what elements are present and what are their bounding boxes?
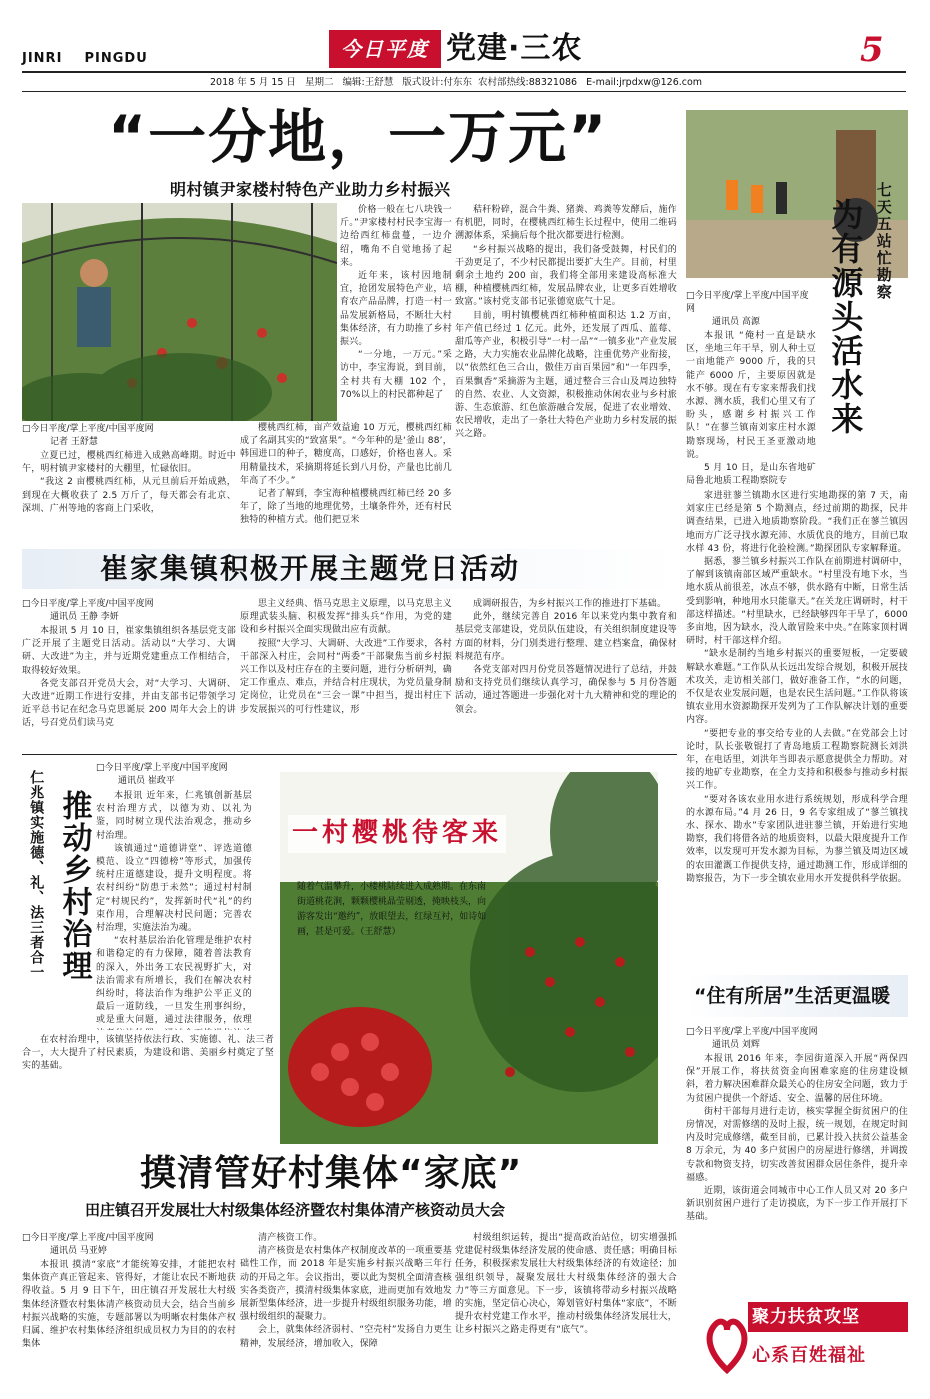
banner-line-2: 心系百姓福祉 xyxy=(752,1345,866,1366)
a1-photo xyxy=(22,203,337,421)
greenhouse-photo-illustration xyxy=(22,203,337,421)
a7-title: 摸清管好村集体“家底” xyxy=(140,1153,523,1194)
a2-body-col2: 思主义经典、悟马克思主义原理，以马克思主义原理武装头脑、积极发挥“排头兵”作用，为党的建设和乡村振兴全面实现做出应有贡献。 按照“大学习、大调研、大改进”工作要求，各村干部深入村庄，会同村“两委”干部聚焦当前乡村振兴工作以及村庄存在的主要问题，进行分析研判，确定工作重点、难点，并结合村庄现状，为党员量身制定岗位，让党员在“三会一课”中担当，提出村庄下步发展振兴的可行性建议，形 xyxy=(240,599,452,715)
a3-body: 本报讯 近年来，仁兆镇创新基层农村治理方式，以德为劝、以礼为鉴，同时树立现代法治观念，推动乡村治理。 该镇通过“道德讲堂”、评选道德模范、设立“四德榜”等形式，加强传统村庄道德建设，提升文明程度。将农村纠纷“防患于未然”；通过村村制定“村规民约”，发挥新时代“礼”的约束作用，合理解决村民问题；完善农村治理，实施法治为魂。 “农村基层治治化管理是维护农村和谐稳定的有力保障，随着普法教育的深入，外出务工农民视野扩大，对法治需求有所增长，我们在解决农村纠纷时，将法治作为维护公平正义的最后一道防线，一旦发生刑事纠纷，或是重大问题，通过法律服务，依理 xyxy=(96,791,252,1026)
a3-reporter: 通讯员 崔政平 xyxy=(118,776,175,786)
a3-vertical-title: 推动乡村治理 xyxy=(56,790,92,982)
a2-title: 崔家集镇积极开展主题党日活动 xyxy=(100,552,521,585)
heart-icon xyxy=(704,1296,750,1382)
a6-title: “住有所居”生活更温暖 xyxy=(694,985,890,1007)
masthead-info: 2018 年 5 月 15 日 星期二 编辑:王舒慧 版式设计:付东东 农村部热线:88321086 E-mail:jrpdxw@126.com xyxy=(210,77,703,88)
a2-reporter: 通讯员 王静 李妍 xyxy=(50,612,119,622)
a2-body-col1: 本报讯 5 月 10 日，崔家集镇组织各基层党支部广泛开展了主题党日活动。活动以“大学习、大调研、大改进”为主，并与近期党建重点工作相结合，取得较好效果。 各党支部召开党员大会，对“大学习、大调研、大改进”近期工作进行安排，并由支部书记带领学习近平总书记在纪念马克思诞辰 200 周年大会上的讲话，号召党员们读马克 xyxy=(22,626,236,729)
a4-title: 一村樱桃待客来 xyxy=(288,815,506,853)
a3-source: □今日平度/掌上平度/中国平度网 xyxy=(96,763,228,773)
a1-source: □今日平度/掌上平度/中国平度网 xyxy=(22,424,154,434)
masthead-rule-2 xyxy=(22,91,906,92)
a5-body: 家进驻蓼兰镇勘水区进行实地勘探的第 7 天，南刘家庄已经是第 5 个勘测点，经过前期的勘探，民井调查结果，已进入地质勘察阶段。“我们正在蓼兰镇因地而方广泛寻找水源充沛、水质优良的地方，目前已取水样 43 份，将进行化验检测。”勘探团队专家解释道。 据悉，蓼兰镇乡村振兴工作队在前期进村调研中，了解到该镇南部区域严重缺水。“村里没有地下水，当地水质从前很差，冰点不够，供水路有中断，日常生活受到影响，种地用水只能靠天。”在关龙庄调研时，村干部这样描述。“村里缺水，已经缺够四年干旱了，6000 多亩地，因为缺水，没人敢冒险来中央。”在陈家顶村调研时，村干部这样介绍。 “缺水是制约当地乡村振兴的重要短板，一定要破解缺水难题。”工作队从长远出发综合规划，积极开展技术攻关，走访相关部门，做好准备工作，“水的问题，不仅是农业发展问题，也是农民生活问题。”工作队将该镇农业用水资源勘探开发列为了工作队解决计划的重要内容。 “要把专业的事交给专业的人去做。”在党部会上讨论时，队长张敬锟打了青岛地质工程勘察院测长刘洪年，在电话里，刘洪年当即表示愿意提供全力帮助。对接的地矿专业勘察，在全力支持和积极参与推动乡村振兴工作。 “要对各该农业用水进行系统规划，形成科学合理的水源布局。”4 月 26 日，9 名专家组成了“蓼兰镇找水、探水、勘水”专家团队进驻蓼兰镇，开始进行实地勘察，我们将借各站的地质资料，以最大限度提升工作效率，以发现可开发水源为目标，为蓼兰镇及周边区域的农田灌溉工作提供支持，通过勘测工作，形成详细的勘察报告，为下一步全镇农业用水开发提供科学依据。 xyxy=(686,491,908,884)
a6-reporter: 通讯员 刘辉 xyxy=(712,1040,760,1050)
poverty-relief-banner xyxy=(704,1296,908,1382)
masthead-left: JINRI PINGDU xyxy=(22,51,148,66)
a1-body-col3: 秸秆粉碎，混合牛粪、猪粪、鸡粪等发酵后，施作有机肥，同时，在樱桃西红柿生长过程中，使用二维码溯源体系，采摘后每个批次都要进行检测。 “乡村振兴战略的提出，我们备受鼓舞，村民们的干劲更足了，不少村民都提出要扩大生产。目前，村里剩余土地约 200 亩，我们将全部用来建设高标准大棚，种植樱桃西红柿，发展品牌农业，让更多百姓增收致富。”该村党支部书记张德宽底气十足。 目前，明村镇樱桃西红柿种植面积达 1.2 万亩，年产值已经过 1 亿元。此外，还发展了西瓜、蓝莓、甜瓜等产业，积极引导“一村一品”“一镇多业”产业发展之路，大力实施农业品牌化战略，注重优势产业衔接，以“依然红色三合山，傲佳万亩百果园”和“一年四季，百果飘香”采摘游为主题，通过整合三合山及周边独特的自然、农业、人文资源，积极推动休闲农业与乡村旅游、生态旅游、红色旅游融合发展，促进了农业增效、农民增收，走出了一条壮大特色产业助力乡村发展的振兴之路。 xyxy=(455,205,677,440)
page-number: 5 xyxy=(860,30,884,70)
a2-body-col3: 成调研报告，为乡村振兴工作的推进打下基础。 此外，继续完善自 2016 年以来党内集中教育和基层党支部建设，党员队伍建设，有关组织制度建设等方面的材料，分门别类进行整理、建立档案盒，确保材料规范有序。 各党支部对四月份党员答题情况进行了总结，并鼓励和支持党员们继续认真学习，确保参与 5 月份答题活动，通过答题进一步强化对十九大精神和党的理论的领会。 xyxy=(455,599,677,715)
a5-vertical-title: 为有源头活水来 xyxy=(826,198,865,436)
a1-title: “一分地，一万元” xyxy=(108,103,609,171)
a1-subtitle: 明村镇尹家楼村特色产业助力乡村振兴 xyxy=(170,180,451,199)
a7-reporter: 通讯员 马亚婷 xyxy=(50,1246,107,1256)
a5-source: □今日平度/掌上平度/中国平度网 xyxy=(686,291,809,314)
a5-body-top: 本报讯 “俺村一直是缺水区，坐地三年干旱，别人种土豆一亩地能产 9000 斤，我的只能产 6000 斤，主要原因就是水不够。现在有专家来帮我们找水源、测水质，我们心里又有了盼头，感谢乡村振兴工作队！”在蓼兰镇南刘家庄村水源勘察现场，村民王圣亚激动地说。 5 月 10 日，是山东省地矿局鲁北地质工程勘察院专 xyxy=(686,331,816,487)
banner-line-1: 聚力扶贫攻坚 xyxy=(748,1302,908,1332)
a6-body: 本报讯 2016 年来，李园街道深入开展“两保四保”开展工作，将扶贫资金向困难家庭的住房建设倾斜，着力解决困难群众最关心的住房安全问题，致力于为贫困户提供一个舒适、安全、温馨的居住环境。 街村干部每月进行走访，核实掌握全街贫困户的住房情况，对需修缮的及时上报，统一规划，在规定时间内及时完成修缮，截至目前，已累计投入扶贫公益基金 8 万余元，为 40 多户贫困户的房屋进行修缮，并调拨专款和物资支持，切实改善贫困群众居住条件，提升幸福感。 近期，该街道会同城市中心工作人员又对 20 多户新识别贫困户进行了走访摸底，为下一步工作开展打下基础。 xyxy=(686,1054,908,1223)
a1-body-col2: 价格一般在七八块钱一斤。”尹家楼村村民李宝海一边给西红柿盘蔓，一边介绍，嘴角不自觉地扬了起来。 近年来，该村因地制宜，抢团发展特色产业，培育农产品品牌，打造一村一品发展新格局，不断壮大村集体经济，有力助推了乡村振兴。 “一分地，一万元。”采访中，李宝海说，到目前，全村共有大棚 102 个，70%以上的村民都种起了 xyxy=(340,205,452,400)
a7-body-col2: 清产核资工作。 清产核资是农村集体产权制度改革的一项重要基础性工作，而 2018 年是实施乡村振兴战略三年行动的开局之年。会议指出，要以此为契机全面清查核实各类资产，摸清村级集体家底，进而更加有效地发展新型集体经济，进一步提升村级组织服务功能，增强村级组织的凝聚力。 会上，就集体经济弱村、“空壳村”发扬自力更生精神，发展经济，增加收入，保障 xyxy=(240,1233,452,1349)
a2-source: □今日平度/掌上平度/中国平度网 xyxy=(22,599,154,609)
a1-reporter: 记者 王舒慧 xyxy=(50,437,98,447)
a7-subtitle: 田庄镇召开发展壮大村级集体经济暨农村集体清产核资动员大会 xyxy=(85,1201,506,1219)
a1-body-left: 立夏已过，樱桃西红柿进入成熟高峰期。时近中午，明村镇尹家楼村的大棚里，忙碌依旧。 “我这 2 亩樱桃西红柿，从元旦前后开始成熟，到现在大概收获了 2.5 万斤了，每天都会有北京、深圳、广州等地的客商上门采收， xyxy=(22,451,236,514)
a2-bottom-rule xyxy=(22,754,677,755)
a6-source: □今日平度/掌上平度/中国平度网 xyxy=(686,1027,818,1037)
a5-vertical-subtitle: 七天五站忙勘察 xyxy=(874,182,893,301)
a7-body-col3: 村级组织运转，提出“提高政治站位，切实增强抓党建促村级集体经济发展的使命感、责任感；明确目标任务，积极探索发展壮大村级集体经济的有效途径；加强组织领导，凝聚发展壮大村级集体经济的强大合力”等三方面意见。下一步，该镇将带动乡村振兴战略的实施，坚定信心决心，筹划管好村集体“家底”，不断提升农村党建工作水平，推动村级集体经济发展壮大，让乡村振兴之路走得更有“底气”。 xyxy=(455,1233,677,1336)
section-title: 党建·三农 xyxy=(446,31,583,66)
a3-body-bottom: 在农村治理中，该镇坚持依法行政、实施德、礼、法三者合一，大大提升了村民素质，为建设和谐、美丽乡村奠定了坚实的基础。 xyxy=(22,1035,274,1072)
a1-body-col2b: 樱桃西红柿，亩产效益逾 10 万元，樱桃西红柿成了名副其实的“致富果”。“今年种的是‘釜山 88’，韩国进口的种子，糖度高，口感好，价格也喜人。采用精量技术，采摘期将延长到八月份，产量也比前几年高了不少。” 记者了解到，李宝海种植樱桃西红柿已经 20 多年了，除了当地的地理优势，土壤条件外，还有村民独特的种植方式。他们把豆米 xyxy=(240,423,452,526)
a7-source: □今日平度/掌上平度/中国平度网 xyxy=(22,1233,154,1243)
newspaper-logo: 今日平度 xyxy=(329,30,441,68)
a5-reporter: 通讯员 高源 xyxy=(712,317,760,327)
a3-vertical-subtitle: 仁兆镇实施德、礼、法三者合一 xyxy=(28,770,45,980)
masthead-rule xyxy=(22,71,906,73)
a4-caption: 随着气温攀升，小楼桃陆续进入成熟期。在东南街道桃花涧，颗颗樱桃晶莹剔透，掩映枝头，向游客发出“邀约”，放眼望去，红绿互衬，如诗如画，甚是可爱。（王舒慧） xyxy=(297,882,487,937)
a7-body-col1: 本报讯 摸清“家底”才能统筹安排，才能把农村集体资产真正管起来、管得好，才能让农民不断地获得收益。5 月 9 日下午，田庄镇召开发展壮大村级集体经济暨农村集体清产核资动员大会，结合当前乡村振兴战略的实施，专题部署以为明晰农村集体产权归属、维护农村集体经济组织成员权力为目的的农村集体 xyxy=(22,1260,236,1350)
